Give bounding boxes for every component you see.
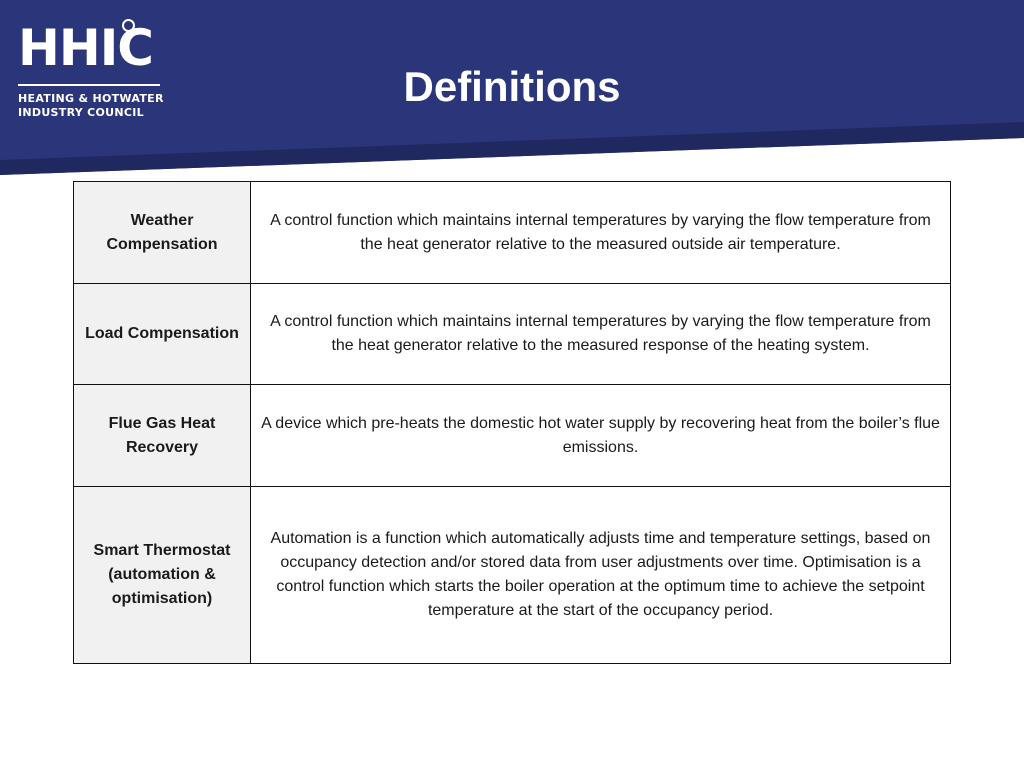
definition-cell-flue-gas-heat-recovery: A device which pre-heats the domestic hot water supply by recovering heat from the boiler’s flue emissions. bbox=[251, 385, 951, 487]
term-cell-flue-gas-heat-recovery: Flue Gas Heat Recovery bbox=[74, 385, 251, 487]
page-title: Definitions bbox=[403, 63, 621, 110]
table-row bbox=[74, 182, 951, 284]
definition-cell-load-compensation: A control function which maintains internal temperatures by varying the flow temperature from the heat generator relative to the measured response of the heating system. bbox=[251, 284, 951, 385]
definition-cell-smart-thermostat: Automation is a function which automatically adjusts time and temperature settings, based on occupancy detection and/or stored data from user adjustments over time. Optimisation is a control function which starts the boiler operation at the optimum time to achieve the setpoint temperature at the start of the occupancy period. bbox=[251, 487, 951, 664]
logo-subtitle-line2: INDUSTRY COUNCIL bbox=[18, 106, 144, 119]
table-row bbox=[74, 284, 951, 385]
definitions-table bbox=[73, 181, 951, 664]
term-cell-load-compensation: Load Compensation bbox=[74, 284, 251, 385]
table-row bbox=[74, 487, 951, 664]
logo-subtitle-line1: HEATING & HOTWATER bbox=[18, 92, 164, 105]
definition-cell-weather-compensation: A control function which maintains internal temperatures by varying the flow temperature from the heat generator relative to the measured outside air temperature. bbox=[251, 182, 951, 284]
table-row bbox=[74, 385, 951, 487]
term-cell-weather-compensation: Weather Compensation bbox=[74, 182, 251, 284]
logo-wordmark-text: HHIC bbox=[18, 19, 153, 77]
term-cell-smart-thermostat: Smart Thermostat (automation & optimisation) bbox=[74, 487, 251, 664]
logo-ring-icon bbox=[122, 19, 135, 32]
